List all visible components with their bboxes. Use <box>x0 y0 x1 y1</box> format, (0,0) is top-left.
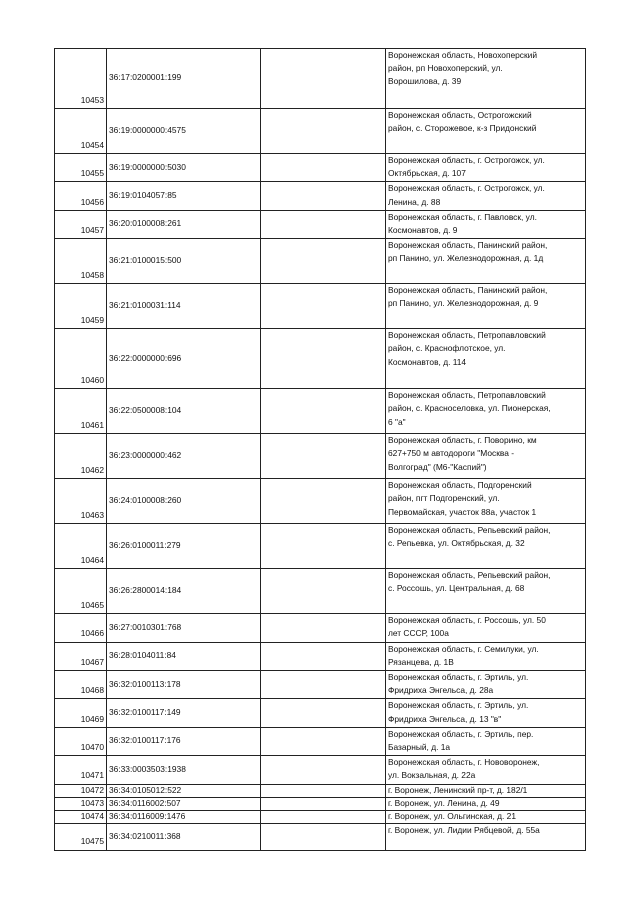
address: Воронежская область, г. Павловск, ул. Космонавтов, д. 9 <box>386 210 586 238</box>
table-row <box>55 756 586 784</box>
address: Воронежская область, г. Россошь, ул. 50 лет СССР, 100а <box>386 614 586 642</box>
row-number: 10470 <box>55 727 107 755</box>
cadastral-number: 36:26:0100011:279 <box>107 524 261 569</box>
cadastral-number: 36:21:0100031:114 <box>107 284 261 329</box>
address: Воронежская область, Острогожский район, с. Сторожевое, к-з Придонский <box>386 109 586 154</box>
address: Воронежская область, Петропавловский район, с. Красноселовка, ул. Пионерская, 6 "а" <box>386 389 586 434</box>
row-number: 10458 <box>55 239 107 284</box>
empty-cell <box>261 823 386 850</box>
table-row <box>55 569 586 614</box>
empty-cell <box>261 389 386 434</box>
row-number: 10461 <box>55 389 107 434</box>
table-row <box>55 182 586 210</box>
table-row <box>55 239 586 284</box>
address: Воронежская область, Подгоренский район, пгт Подгоренский, ул. Первомайская, участок 88а, участок 1 <box>386 479 586 524</box>
address: Воронежская область, г. Острогожск, ул. Ленина, д. 88 <box>386 182 586 210</box>
table-row <box>55 389 586 434</box>
row-number: 10453 <box>55 49 107 109</box>
table-row <box>55 284 586 329</box>
cadastral-number: 36:19:0000000:5030 <box>107 154 261 182</box>
row-number: 10466 <box>55 614 107 642</box>
empty-cell <box>261 756 386 784</box>
empty-cell <box>261 569 386 614</box>
address: Воронежская область, г. Семилуки, ул. Рязанцева, д. 1В <box>386 642 586 670</box>
row-number: 10463 <box>55 479 107 524</box>
cadastral-number: 36:22:0000000:696 <box>107 329 261 389</box>
empty-cell <box>261 614 386 642</box>
table-row <box>55 810 586 823</box>
address: Воронежская область, Панинский район, рп Панино, ул. Железнодорожная, д. 9 <box>386 284 586 329</box>
cadastral-number: 36:34:0116002:507 <box>107 797 261 810</box>
empty-cell <box>261 210 386 238</box>
table-row <box>55 614 586 642</box>
land-plot-table <box>54 48 586 851</box>
table-row <box>55 154 586 182</box>
cadastral-number: 36:32:0100113:178 <box>107 671 261 699</box>
row-number: 10472 <box>55 784 107 797</box>
cadastral-number: 36:20:0100008:261 <box>107 210 261 238</box>
table-row <box>55 434 586 479</box>
cadastral-number: 36:23:0000000:462 <box>107 434 261 479</box>
empty-cell <box>261 154 386 182</box>
row-number: 10462 <box>55 434 107 479</box>
table-row <box>55 329 586 389</box>
cadastral-number: 36:19:0104057:85 <box>107 182 261 210</box>
empty-cell <box>261 524 386 569</box>
table-row <box>55 109 586 154</box>
table-row <box>55 699 586 727</box>
empty-cell <box>261 727 386 755</box>
cadastral-number: 36:22:0500008:104 <box>107 389 261 434</box>
address: Воронежская область, г. Эртиль, ул. Фридриха Энгельса, д. 28а <box>386 671 586 699</box>
table-row <box>55 784 586 797</box>
row-number: 10455 <box>55 154 107 182</box>
row-number: 10474 <box>55 810 107 823</box>
row-number: 10475 <box>55 823 107 850</box>
cadastral-number: 36:19:0000000:4575 <box>107 109 261 154</box>
table-row <box>55 642 586 670</box>
empty-cell <box>261 49 386 109</box>
address: Воронежская область, Репьевский район, с. Россошь, ул. Центральная, д. 68 <box>386 569 586 614</box>
row-number: 10471 <box>55 756 107 784</box>
empty-cell <box>261 182 386 210</box>
cadastral-number: 36:24:0100008:260 <box>107 479 261 524</box>
row-number: 10459 <box>55 284 107 329</box>
empty-cell <box>261 434 386 479</box>
address: г. Воронеж, ул. Ленина, д. 49 <box>386 797 586 810</box>
row-number: 10465 <box>55 569 107 614</box>
address: г. Воронеж, ул. Ольгинская, д. 21 <box>386 810 586 823</box>
row-number: 10473 <box>55 797 107 810</box>
empty-cell <box>261 784 386 797</box>
cadastral-number: 36:17:0200001:199 <box>107 49 261 109</box>
cadastral-number: 36:34:0210011:368 <box>107 823 261 850</box>
row-number: 10456 <box>55 182 107 210</box>
empty-cell <box>261 329 386 389</box>
cadastral-number: 36:27:0010301:768 <box>107 614 261 642</box>
empty-cell <box>261 810 386 823</box>
row-number: 10469 <box>55 699 107 727</box>
table-row <box>55 49 586 109</box>
cadastral-number: 36:32:0100117:176 <box>107 727 261 755</box>
address: Воронежская область, г. Эртиль, пер. Базарный, д. 1а <box>386 727 586 755</box>
table-row <box>55 823 586 850</box>
empty-cell <box>261 284 386 329</box>
table-row <box>55 671 586 699</box>
address: Воронежская область, Панинский район, рп Панино, ул. Железнодорожная, д. 1д <box>386 239 586 284</box>
table-row <box>55 479 586 524</box>
cadastral-number: 36:32:0100117:149 <box>107 699 261 727</box>
empty-cell <box>261 699 386 727</box>
table-body <box>55 49 586 851</box>
table-row <box>55 210 586 238</box>
cadastral-number: 36:21:0100015:500 <box>107 239 261 284</box>
address: Воронежская область, г. Эртиль, ул. Фридриха Энгельса, д. 13 "в" <box>386 699 586 727</box>
row-number: 10468 <box>55 671 107 699</box>
address: Воронежская область, г. Поворино, км 627+750 м автодороги "Москва - Волгоград" (М6-"Каспий") <box>386 434 586 479</box>
table-row <box>55 727 586 755</box>
address: г. Воронеж, ул. Лидии Рябцевой, д. 55а <box>386 823 586 850</box>
address: г. Воронеж, Ленинский пр-т, д. 182/1 <box>386 784 586 797</box>
table-row <box>55 797 586 810</box>
empty-cell <box>261 671 386 699</box>
address: Воронежская область, г. Нововоронеж, ул. Вокзальная, д. 22а <box>386 756 586 784</box>
cadastral-number: 36:34:0116009:1476 <box>107 810 261 823</box>
cadastral-number: 36:26:2800014:184 <box>107 569 261 614</box>
empty-cell <box>261 239 386 284</box>
cadastral-number: 36:34:0105012:522 <box>107 784 261 797</box>
empty-cell <box>261 797 386 810</box>
address: Воронежская область, Петропавловский район, с. Краснофлотское, ул. Космонавтов, д. 114 <box>386 329 586 389</box>
address: Воронежская область, Репьевский район, с. Репьевка, ул. Октябрьская, д. 32 <box>386 524 586 569</box>
empty-cell <box>261 479 386 524</box>
address: Воронежская область, г. Острогожск, ул. Октябрьская, д. 107 <box>386 154 586 182</box>
register-sheet <box>54 48 585 851</box>
address: Воронежская область, Новохоперский район, рп Новохоперский, ул. Ворошилова, д. 39 <box>386 49 586 109</box>
row-number: 10467 <box>55 642 107 670</box>
row-number: 10460 <box>55 329 107 389</box>
table-row <box>55 524 586 569</box>
row-number: 10457 <box>55 210 107 238</box>
cadastral-number: 36:28:0104011:84 <box>107 642 261 670</box>
cadastral-number: 36:33:0003503:1938 <box>107 756 261 784</box>
empty-cell <box>261 109 386 154</box>
row-number: 10454 <box>55 109 107 154</box>
empty-cell <box>261 642 386 670</box>
row-number: 10464 <box>55 524 107 569</box>
